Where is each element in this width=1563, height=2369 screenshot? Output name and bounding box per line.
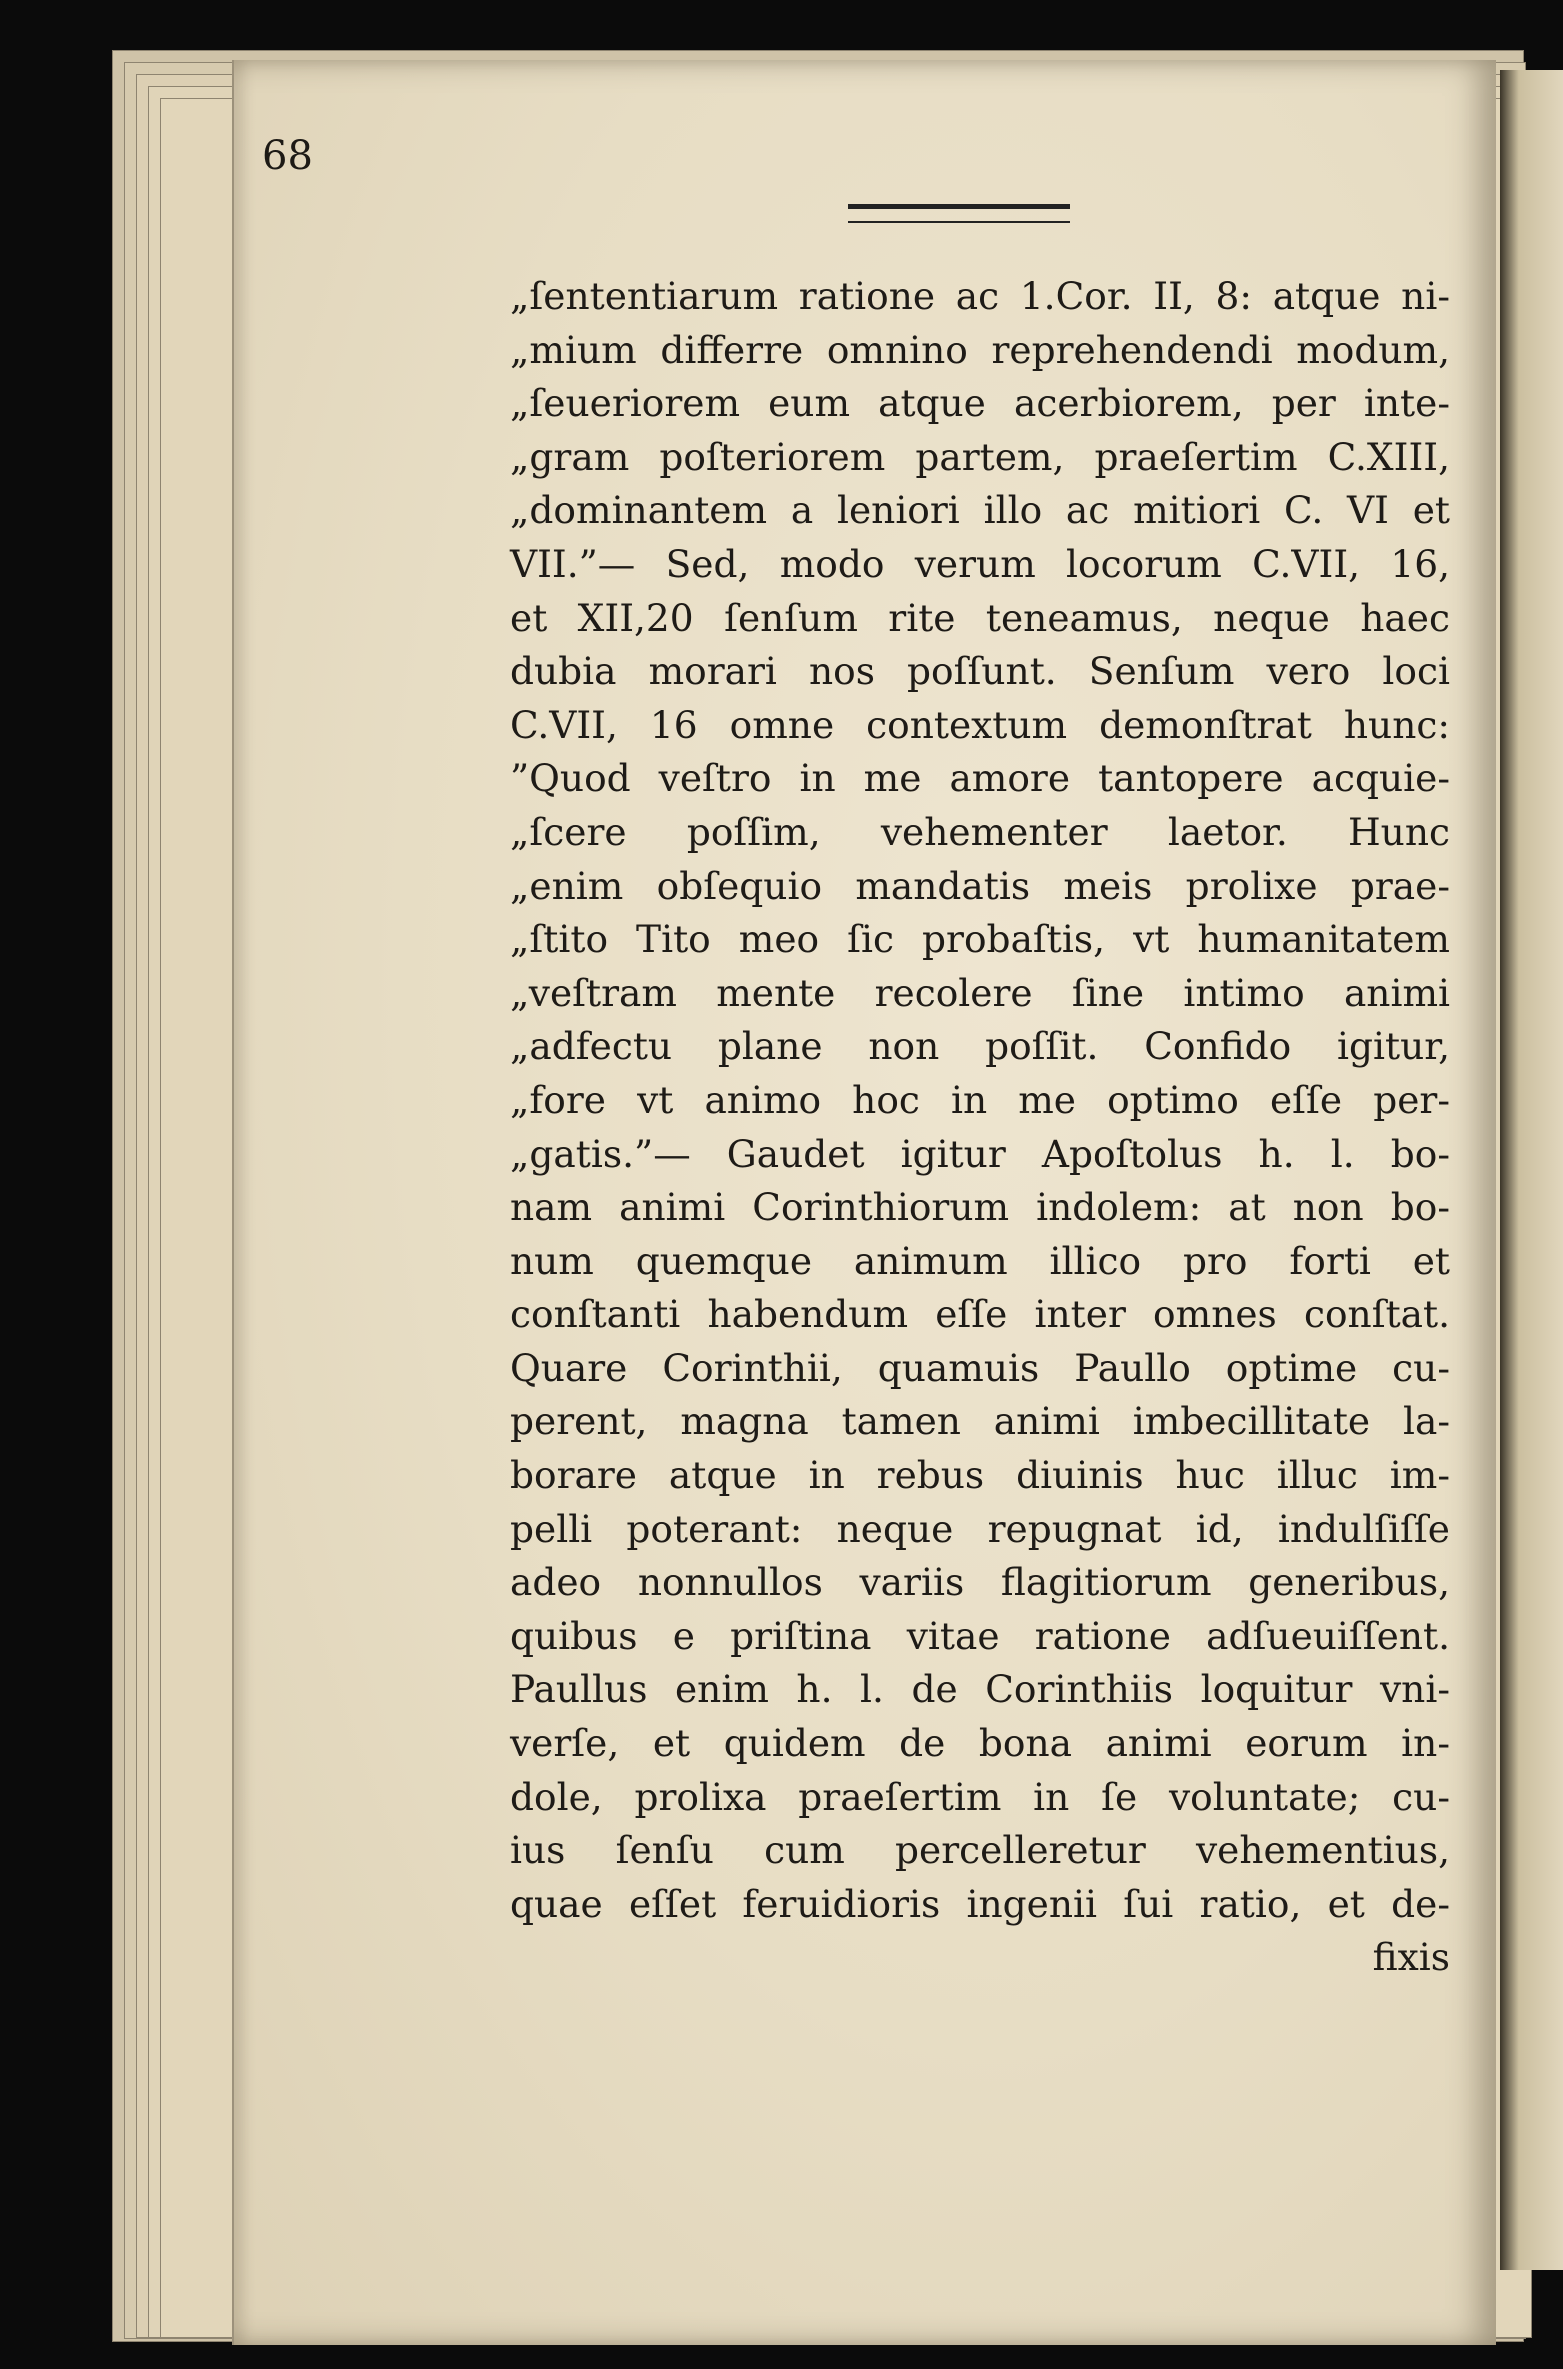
text-line: et XII,20 ſenſum rite teneamus, neque haec xyxy=(510,595,1450,640)
text-line: nam animi Corinthiorum indolem: at non bo- xyxy=(510,1185,1450,1230)
text-line: num quemque animum illico pro forti et xyxy=(510,1238,1450,1283)
text-line: C.VII, 16 omne contextum demonſtrat hunc: xyxy=(510,702,1450,747)
page-number: 68 xyxy=(262,133,313,179)
text-line: dole, prolixa praeſertim in ſe voluntate; cu- xyxy=(510,1774,1450,1819)
catchword: fixis xyxy=(1372,1935,1450,1980)
text-line: „fore vt animo hoc in me optimo eſſe per- xyxy=(510,1077,1450,1122)
text-line: „gram poſteriorem partem, praeſertim C.XIII, xyxy=(510,434,1450,479)
text-line: „ſententiarum ratione ac 1.Cor. II, 8: atque ni- xyxy=(510,274,1450,318)
text-line: „dominantem a leniori illo ac mitiori C. VI et xyxy=(510,488,1450,533)
text-line: dubia morari nos poſſunt. Senſum vero loci xyxy=(510,649,1450,694)
text-line: Paullus enim h. l. de Corinthiis loquitur vni- xyxy=(510,1667,1450,1712)
text-line: „ſtito Tito meo ſic probaſtis, vt humanitatem xyxy=(510,917,1450,962)
text-line: conſtanti habendum eſſe inter omnes conſtat. xyxy=(510,1292,1450,1337)
text-line: „adfectu plane non poſſit. Confido igitur, xyxy=(510,1024,1450,1069)
text-line: quae eſſet feruidioris ingenii ſui ratio, et de- xyxy=(510,1881,1450,1926)
text-line: ”Quod veſtro in me amore tantopere acquie- xyxy=(510,756,1450,801)
text-line: quibus e priſtina vitae ratione adſueuiſſent. xyxy=(510,1613,1450,1658)
text-line: „mium differre omnino reprehendendi modum, xyxy=(510,327,1450,372)
text-line: perent, magna tamen animi imbecillitate la- xyxy=(510,1399,1450,1444)
text-line: adeo nonnullos variis flagitiorum generibus, xyxy=(510,1560,1450,1605)
text-line: „ſcere poſſim, vehementer laetor. Hunc xyxy=(510,809,1450,854)
text-line: „gatis.”— Gaudet igitur Apoſtolus h. l. bo- xyxy=(510,1131,1450,1176)
text-line: borare atque in rebus diuinis huc illuc im- xyxy=(510,1453,1450,1498)
text-line: pelli poterant: neque repugnat id, indulſiſſe xyxy=(510,1506,1450,1551)
text-line: VII.”— Sed, modo verum locorum C.VII, 16, xyxy=(510,541,1450,586)
text-line: ius ſenſu cum percelleretur vehementius, xyxy=(510,1828,1450,1873)
text-line: verſe, et quidem de bona animi eorum in- xyxy=(510,1721,1450,1766)
adjacent-page-edge xyxy=(1500,70,1563,2270)
body-text xyxy=(510,270,1450,1985)
text-line: Quare Corinthii, quamuis Paullo optime cu- xyxy=(510,1345,1450,1390)
header-rule xyxy=(848,204,1070,223)
text-line: „enim obſequio mandatis meis prolixe prae- xyxy=(510,863,1450,908)
text-line: „ſeueriorem eum atque acerbiorem, per inte- xyxy=(510,381,1450,426)
text-line: „veſtram mente recolere ſine intimo animi xyxy=(510,970,1450,1015)
